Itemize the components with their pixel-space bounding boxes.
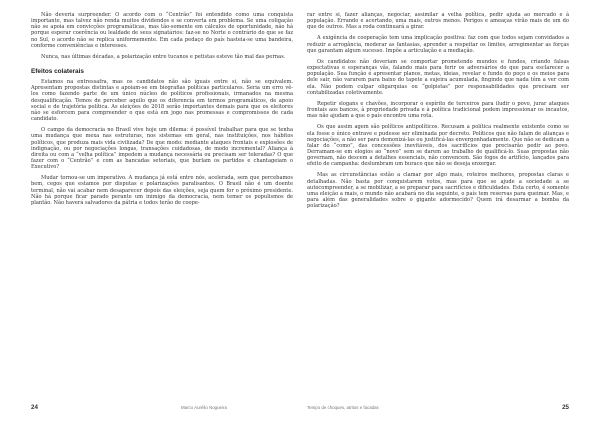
left-paragraph-5: Mudar tornou-se um imperativo. A mudança já está entre nós, acelerada, sem que percebamos bem, cegos que estamos por disputas e polarizações paralisantes. O Brasil não é um doente terminal, não vai acabar nem desaparecer depois das eleições, seja quem for o próximo presidente. Não há porque ficar parado perante um inimigo da democracia, nem temer os populismos de plantão. Não haverá salvadores da pátria e todos terão de coope- <box>31 175 293 206</box>
section-heading: Efeitos colaterais <box>31 68 84 76</box>
left-paragraph-4: O campo da democracia no Brasil vive hoje um dilema: é possível trabalhar para que se tenha uma mudança que mexa nas estruturas, nos sistemas em geral, nas instituições, nos hábitos políticos, que produza mais vida civilizada? De que modo: mediante ataques frontais e explosões de indignação, ou por negociações longas, transações cuidadosas, de modo incremental? Aliança à direita ou com a “velha política” impedem a mudança necessária ou precisam ser toleradas? O que fazer com o “Centrão” e com as bancadas setoriais, que burlam os partidos e chantageiam o Executivo? <box>31 127 293 171</box>
left-paragraph-2: Nunca, nas últimas décadas, a polarização entre tucanos e petistas esteve tão mal das pernas. <box>41 53 286 60</box>
left-page <box>31 12 293 439</box>
left-paragraph-1: Não deveria surpreender. O acordo com o “Centrão” foi entendido como uma conquista importante, mas talvez não renda muitos dividendos e se converta em problema. Se uma coligação não se apoia em convicções programáticas, mas tão-somente em cálculos de oportunidade, não há porque esperar coerência ou lealdade de seus signatários: faz-se no Norte o contrário do que se faz no Sul, o acordo não se replica uniformemente. Em cada pedaço do país hasteia-se uma bandeira, conforme conveniências e interesses. <box>31 12 293 49</box>
right-paragraph-4: Repetir slogans e chavões, incorporar o espírito de terceiros para iludir o povo, jurar ataques frontais aos bancos, à propriedade privada e à política tradicional podem impressionar os incautos, mas não ajudam a que o país encontre uma rota. <box>307 100 569 120</box>
left-page-number: 24 <box>31 404 38 411</box>
right-paragraph-2: A exigência de cooperação tem uma implicação positiva: faz com que todos sejam convidados a reduzir a arrogância, moderar as fantasias, aprender a respeitar os limites, arregimentar as forças que garantam algum sucesso. Impõe a articulação e a mediação. <box>307 35 569 54</box>
right-paragraph-6: Mas as circunstâncias estão a clamar por algo mais, roteiros melhores, propostas claras e detalhadas. Não basta por conquistarem votos, mas para que se ajude a sociedade a se autocompreender, a se mobilizar, a se preparar para sacrifícios e dificuldades. Esta certo, é somente uma eleição a mais, o mundo não acabará no dia seguinte, o país tem reservas para queimar. Mas, e para além das generalidades sobre o gigante adormecido? Quem irá desarmar a bomba da polarização? <box>307 172 569 210</box>
left-running-head: Marco Aurélio Nogueira <box>181 405 227 410</box>
left-footer <box>31 404 293 414</box>
right-paragraph-3: Os candidatos não deveriam se comportar prometendo mundos e fundos, criando falsas expectativas e esperanças vãs, falando mais para ferir os adversários do que para esclarecer a população. Sua função é apresentar planos, metas, ideias, revelar o fundo do poço e os meios para dele sair, não vararem para baixo do tapete a sujeira acumulada, fingindo que nada têm a ver com ela. Não podem culpar oligarquias ou “golpistas” por responsabilidades que precisam ser contabilizadas coletivamente. <box>307 58 569 96</box>
right-running-head: Tempo de choques, atritos e facadas <box>307 405 379 410</box>
left-paragraph-3: Estamos na entressafra, mas os candidatos não são iguais entre si, não se equivalem. Apresentam propostas distintas e apoiam-se em biografias políticas particulares. Seria um erro vê-los como fazendo parte de um único núcleo de políticos profissionais, irmanados na mesma desqualificação. Temos de perceber aquilo que os diferencia em termos programáticos, de apoio social e de trajetória política. As eleições de 2018 serão importantes demais para que os eleitores não se esforcem para compreender o que está em jogo nas promessas e compromissos de cada candidato. <box>31 79 293 123</box>
right-footer <box>307 404 569 414</box>
right-page <box>307 12 569 439</box>
right-paragraph-5: Os que assim agem são políticos antipolíticos. Recusam a política realmente existente como se ela fosse o único entrave e pudesse ser eliminada por decreto. Políticos que não falam de alianças e negociações, a não ser para demonizá-las ou justificá-las envergonhadamente. Que não se dedicam a falar do “como”, das concessões inevitáveis, dos sacrifícios que precisarão pedir ao povo. Derramam-se em elogios ao “novo” sem se darem ao trabalho de qualificá-lo. Suas propostas não governam, não descem a detalhes essenciais, não convencem. São fogos de artifício, lançados para efeito de campanha: deslumbram um buraco que não se deseja enxergar. <box>307 124 569 168</box>
right-paragraph-1: rar entre si, fazer alianças, negociar, assimilar a velha política, pedir ajuda ao mercado e à população. Errando e acertando, uma mais, outros menos. Perigos e ameaças virão mais de um do que de outros. Mas a roda continuará a girar. <box>307 12 569 31</box>
right-page-number: 25 <box>562 404 569 411</box>
